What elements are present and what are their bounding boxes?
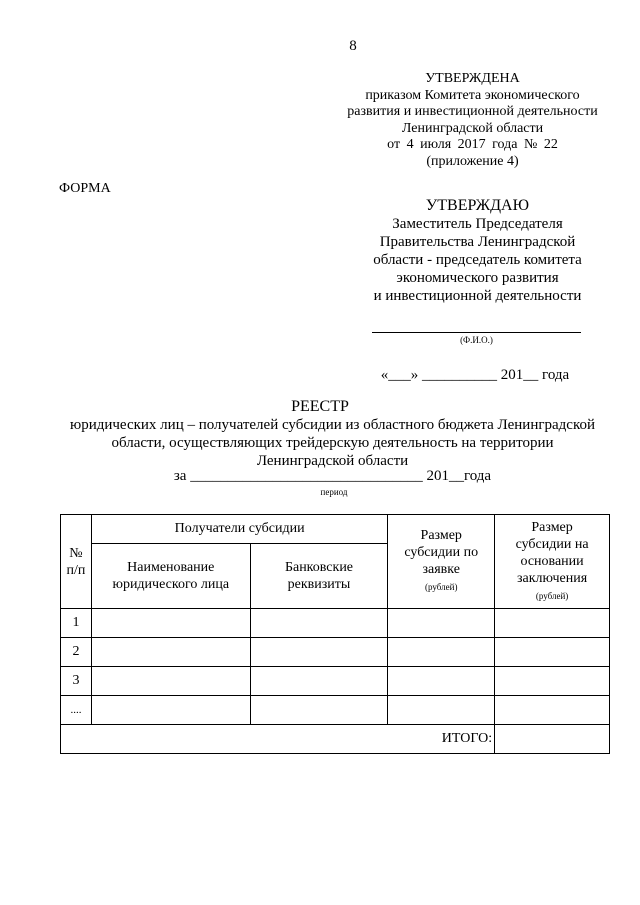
approve-title: УТВЕРЖДАЮ (425, 197, 530, 214)
registry-subtitle (60, 416, 605, 470)
approve-line: и инвестиционной деятельности (373, 288, 582, 304)
cell-amount-request (388, 609, 495, 638)
form-label: ФОРМА (59, 181, 111, 196)
period-line: за _______________________________ 201__года (173, 468, 492, 484)
approved-line: от 4 июля 2017 года № 22 (387, 137, 558, 152)
cell-amount-conclusion (495, 696, 610, 725)
cell-company-name (91, 667, 250, 696)
header-amount-conclusion: Размер субсидии на основании заключения (рублей) (495, 515, 610, 609)
signature-line (372, 332, 581, 333)
cell-bank-details (250, 667, 388, 696)
approve-line: Правительства Ленинградской (379, 234, 576, 250)
registry-subtitle-line: юридических лиц – получателей субсидии из областного бюджета Ленинградской (69, 417, 596, 433)
cell-bank-details (250, 638, 388, 667)
cell-total-amount (495, 725, 610, 754)
cell-amount-conclusion (495, 609, 610, 638)
cell-bank-details (250, 609, 388, 638)
approved-line: (приложение 4) (426, 153, 519, 169)
registry-subtitle-line: области, осуществляющих трейдерскую деятельность на территории (111, 435, 554, 451)
approval-date-line: «___» __________ 201__ года (380, 367, 570, 383)
table-row (61, 667, 610, 696)
registry-subtitle-line: Ленинградской области (256, 453, 409, 469)
header-number: № п/п (61, 515, 92, 609)
cell-bank-details (250, 696, 388, 725)
unit-label: (рублей) (425, 582, 458, 592)
period-caption: период (320, 487, 348, 497)
cell-amount-request (388, 667, 495, 696)
approved-line: Ленинградской области (401, 120, 544, 136)
row-number: 3 (61, 667, 92, 696)
cell-company-name (91, 696, 250, 725)
approve-signature-block (350, 197, 605, 305)
registry-title: РЕЕСТР (291, 398, 349, 415)
header-recipients: Получатели субсидии (91, 515, 387, 544)
row-number: .... (61, 696, 92, 725)
table-row (61, 638, 610, 667)
page-number: 8 (349, 38, 357, 54)
signature-caption: (Ф.И.О.) (460, 335, 493, 345)
row-number: 1 (61, 609, 92, 638)
table-row (61, 609, 610, 638)
cell-amount-request (388, 696, 495, 725)
row-number: 2 (61, 638, 92, 667)
cell-company-name (91, 609, 250, 638)
table-row (61, 696, 610, 725)
unit-label: (рублей) (535, 590, 569, 601)
total-row (61, 725, 610, 754)
header-company-name: Наименование юридического лица (91, 544, 250, 609)
registry-table (60, 514, 610, 754)
approve-line: области - председатель комитета (373, 252, 582, 268)
approved-line: развития и инвестиционной деятельности (347, 104, 598, 119)
cell-amount-conclusion (495, 638, 610, 667)
approved-title: УТВЕРЖДЕНА (425, 71, 520, 86)
cell-amount-conclusion (495, 667, 610, 696)
header-bank-details: Банковские реквизиты (250, 544, 388, 609)
cell-amount-request (388, 638, 495, 667)
approve-line: Заместитель Председателя (392, 216, 563, 232)
header-amount-request: Размер субсидии по заявке (рублей) (388, 515, 495, 609)
approval-stamp-block (330, 71, 615, 170)
approve-line: экономического развития (396, 270, 559, 286)
cell-company-name (91, 638, 250, 667)
approved-line: приказом Комитета экономического (365, 87, 580, 103)
total-label: ИТОГО: (61, 725, 495, 754)
